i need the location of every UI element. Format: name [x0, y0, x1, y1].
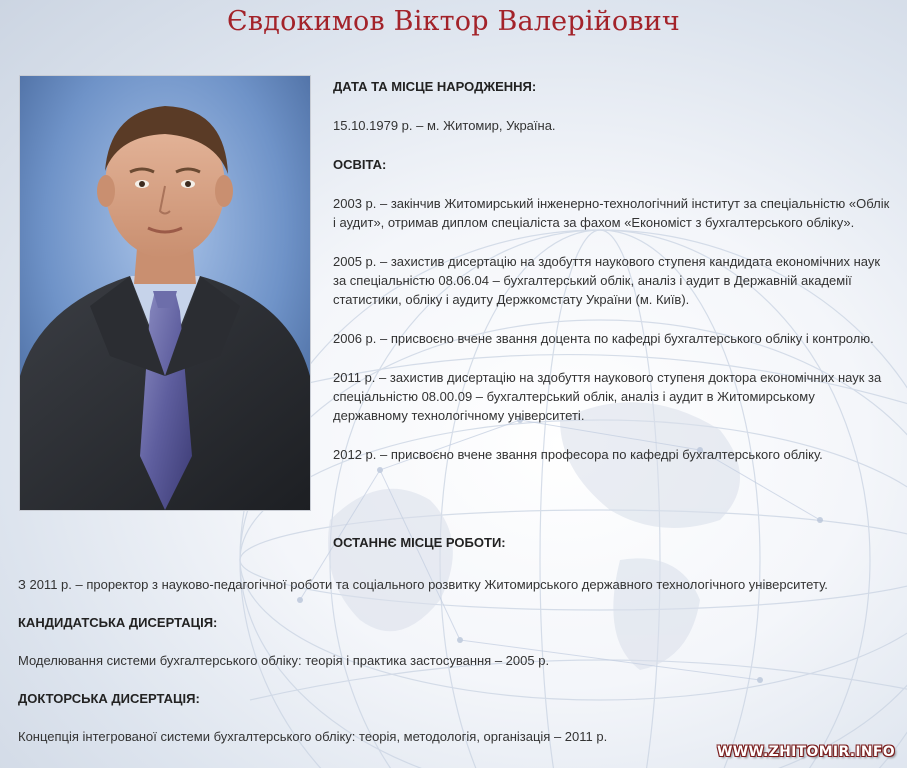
education-heading: ОСВІТА:: [333, 157, 387, 172]
candidate-thesis-text: Моделювання системи бухгалтерського обліку: теорія і практика застосування – 2005 р.: [18, 653, 550, 668]
education-item: 2005 р. – захистив дисертацію на здобуття наукового ступеня кандидата економічних наук за спеціальністю 08.06.04 – бухгалтерський облік, аналіз і аудит в Державній академії статистики, обліку і аудиту Держкомстату України (м. Київ).: [333, 254, 881, 307]
birth-text: 15.10.1979 р. – м. Житомир, Україна.: [333, 118, 556, 133]
education-item: 2006 р. – присвоєно вчене звання доцента по кафедрі бухгалтерського обліку і контролю.: [333, 331, 874, 346]
education-item: 2003 р. – закінчив Житомирський інженерно-технологічний інститут за спеціальністю «Облік і аудит», отримав диплом спеціаліста за фахом «Економіст з бухгалтерського обліку».: [333, 196, 890, 230]
right-column: [333, 77, 893, 464]
education-item: 2012 р. – присвоєно вчене звання професора по кафедрі бухгалтерського обліку.: [333, 447, 823, 462]
doctoral-thesis-heading: ДОКТОРСЬКА ДИСЕРТАЦІЯ:: [18, 691, 200, 706]
candidate-thesis-heading: КАНДИДАТСЬКА ДИСЕРТАЦІЯ:: [18, 615, 218, 630]
site-watermark: WWW.ZHITOMIR.INFO: [716, 744, 895, 760]
doctoral-thesis-text: Концепція інтегрованої системи бухгалтерського обліку: теорія, методологія, організація – 2011 р.: [18, 729, 608, 744]
page-title: Євдокимов Віктор Валерійович: [227, 6, 680, 37]
last-work-heading: ОСТАННЄ МІСЦЕ РОБОТИ:: [333, 535, 506, 550]
last-work-text: З 2011 р. – проректор з науково-педагогічної роботи та соціального розвитку Житомирського державного технологічного університету.: [18, 577, 828, 592]
portrait-illustration: [20, 76, 310, 510]
education-item: 2011 р. – захистив дисертацію на здобуття наукового ступеня доктора економічних наук за спеціальністю 08.00.09 – бухгалтерський облік, аналіз і аудит в Житомирському державному технологічному університеті.: [333, 370, 882, 423]
full-width-section: [18, 575, 898, 746]
portrait-photo: [19, 75, 311, 511]
birth-heading: ДАТА ТА МІСЦЕ НАРОДЖЕННЯ:: [333, 79, 537, 94]
